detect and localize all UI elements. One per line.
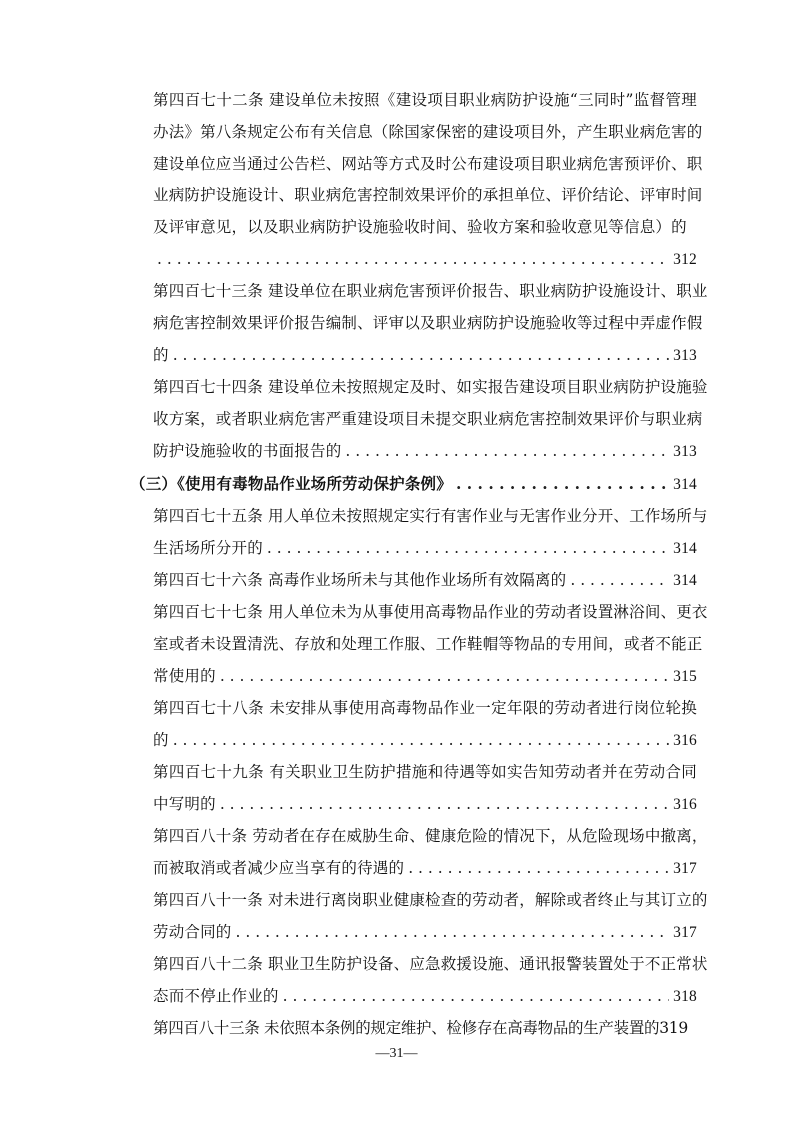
toc-entry-text: 第四百七十六条 高毒作业场所未与其他作业场所有效隔离的 <box>153 571 567 589</box>
section-title: （三）《使用有毒物品作业场所劳动保护条例》 <box>130 474 452 493</box>
dot-leader <box>283 981 670 1011</box>
toc-line: 第四百八十条 劳动者在存在威胁生命、健康危险的情况下，从危险现场中撤离， <box>153 827 708 845</box>
toc-entry[interactable] <box>153 1013 697 1043</box>
page-number: 313 <box>673 347 697 364</box>
page-number: 316 <box>673 732 697 749</box>
toc-line: 第四百七十七条 用人单位未为从事使用高毒物品作业的劳动者设置淋浴间、更衣 <box>153 603 708 621</box>
toc-entry-leader[interactable] <box>153 340 697 370</box>
toc-entry-leader[interactable] <box>153 981 697 1011</box>
dot-leader <box>408 853 669 883</box>
toc-line: 第四百七十二条 建设单位未按照《建设项目职业病防护设施“三同时”监督管理 <box>153 91 697 109</box>
toc-entry-text: 第四百八十三条 未依照本条例的规定维护、检修存在高毒物品的生产装置的319 <box>153 1019 688 1037</box>
page-number: 317 <box>673 924 697 941</box>
toc-entry-leader[interactable] <box>153 661 697 691</box>
toc-line: 第四百七十九条 有关职业卫生防护措施和待遇等如实告知劳动者并在劳动合同 <box>153 763 697 781</box>
toc-line: 办法》第八条规定公布有关信息（除国家保密的建设项目外，产生职业病危害的 <box>153 123 703 141</box>
toc-entry-text: 生活场所分开的 <box>153 539 263 557</box>
toc-entry-leader[interactable] <box>153 244 697 274</box>
toc-line: 收方案，或者职业病危害严重建设项目未提交职业病危害控制效果评价与职业病 <box>153 410 703 428</box>
toc-entry-text: 劳动合同的 <box>153 923 232 941</box>
toc-entry-leader[interactable] <box>153 789 697 819</box>
toc-line: 第四百七十四条 建设单位未按照规定及时、如实报告建设项目职业病防护设施验 <box>153 378 708 396</box>
page-number: 312 <box>673 251 697 268</box>
page-number: 314 <box>673 476 697 493</box>
page-number: 317 <box>673 860 697 877</box>
toc-section-heading[interactable] <box>130 469 697 499</box>
page-number: 314 <box>673 572 697 589</box>
toc-entry-leader[interactable] <box>153 533 697 563</box>
toc-line: 第四百七十五条 用人单位未按照规定实行有害作业与无害作业分开、工作场所与 <box>153 507 708 525</box>
toc-entry-text: 防护设施验收的书面报告的 <box>153 442 342 460</box>
toc-entry-text: 中写明的 <box>153 795 216 813</box>
toc-line: 业病防护设施设计、职业病危害控制效果评价的承担单位、评价结论、评审时间 <box>153 186 703 204</box>
dot-leader <box>173 725 669 755</box>
page-number: 316 <box>673 796 697 813</box>
dot-leader <box>267 533 669 563</box>
toc-entry-text: 的 <box>153 346 169 364</box>
page-number: 313 <box>673 443 697 460</box>
toc-entry-text: 态而不停止作业的 <box>153 987 279 1005</box>
dot-leader <box>173 340 669 370</box>
toc-line: 第四百七十三条 建设单位在职业病危害预评价报告、职业病防护设施设计、职业 <box>153 282 708 300</box>
page-number: 314 <box>673 540 697 557</box>
page-number: 315 <box>673 668 697 685</box>
dot-leader <box>220 789 669 819</box>
dot-leader <box>220 661 669 691</box>
dot-leader <box>157 244 669 274</box>
dot-leader <box>236 917 670 947</box>
toc-line: 及评审意见，以及职业病防护设施验收时间、验收方案和验收意见等信息）的 <box>153 218 687 236</box>
toc-line: 病危害控制效果评价报告编制、评审以及职业病防护设施验收等过程中弄虚作假 <box>153 314 703 332</box>
toc-entry-leader[interactable] <box>153 853 697 883</box>
toc-entry-text: 而被取消或者减少应当享有的待遇的 <box>153 859 405 877</box>
page-number: 318 <box>673 988 697 1005</box>
toc-line: 第四百七十八条 未安排从事使用高毒物品作业一定年限的劳动者进行岗位轮换 <box>153 699 697 717</box>
toc-line: 室或者未设置清洗、存放和处理工作服、工作鞋帽等物品的专用间，或者不能正 <box>153 635 703 653</box>
toc-entry-text: 常使用的 <box>153 667 216 685</box>
toc-entry-leader[interactable] <box>153 436 697 466</box>
toc-entry-leader[interactable] <box>153 565 697 595</box>
dot-leader <box>345 436 669 466</box>
page-footer-number: —31— <box>375 1046 418 1061</box>
toc-entry-text: 的 <box>153 731 169 749</box>
toc-line: 第四百八十二条 职业卫生防护设备、应急救援设施、通讯报警装置处于不正常状 <box>153 955 708 973</box>
dot-leader <box>456 469 669 499</box>
toc-entry-leader[interactable] <box>153 725 697 755</box>
dot-leader <box>570 565 669 595</box>
toc-entry-leader[interactable] <box>153 917 697 947</box>
toc-line: 第四百八十一条 对未进行离岗职业健康检查的劳动者，解除或者终止与其订立的 <box>153 891 708 909</box>
toc-line: 建设单位应当通过公告栏、网站等方式及时公布建设项目职业病危害预评价、职 <box>153 155 703 173</box>
